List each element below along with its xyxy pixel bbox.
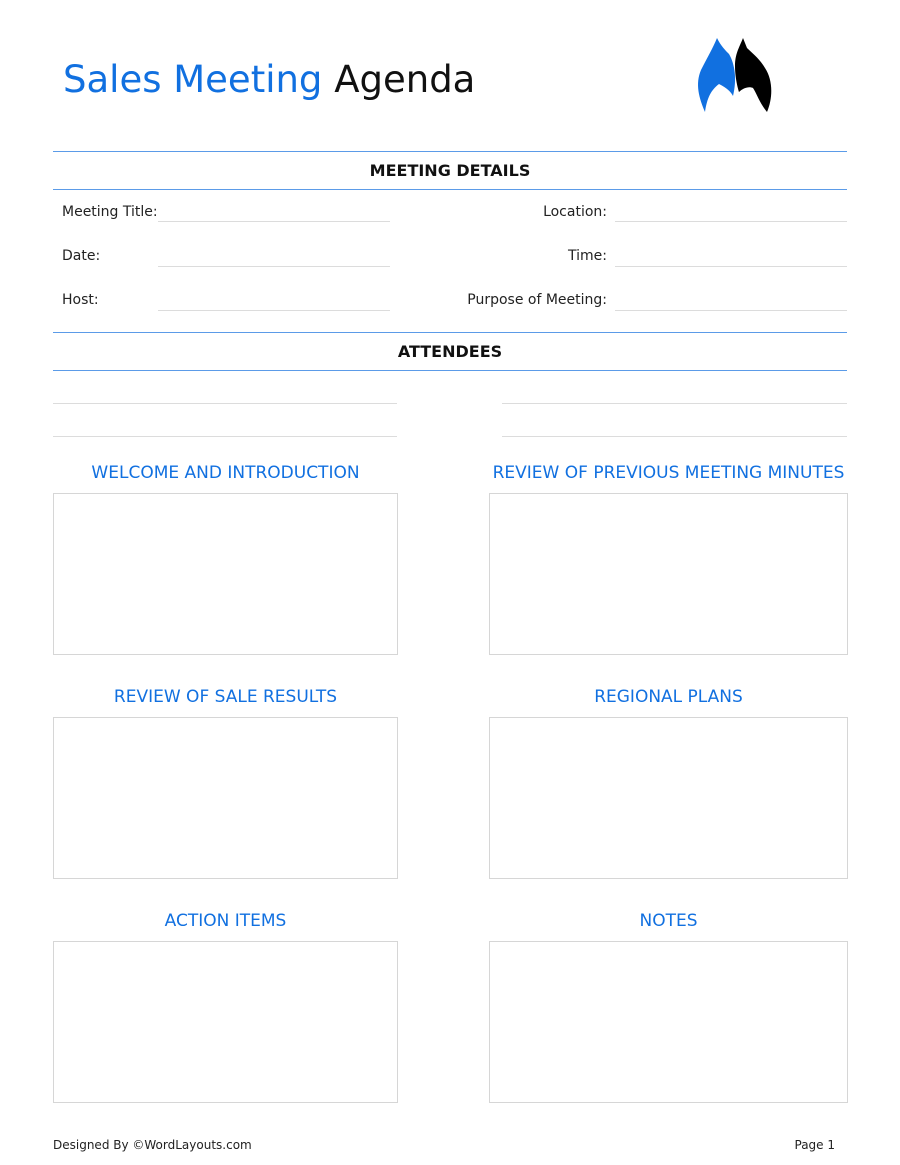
footer-credit: Designed By ©WordLayouts.com	[53, 1138, 252, 1152]
previous-minutes-heading: REVIEW OF PREVIOUS MEETING MINUTES	[492, 463, 845, 483]
title-accent: Sales Meeting	[63, 58, 323, 101]
date-field[interactable]	[158, 266, 390, 267]
attendee-field[interactable]	[53, 436, 397, 437]
action-items-box[interactable]	[53, 941, 398, 1103]
meeting-details-heading: MEETING DETAILS	[369, 161, 531, 180]
welcome-heading: WELCOME AND INTRODUCTION	[91, 463, 360, 483]
regional-plans-heading: REGIONAL PLANS	[594, 687, 743, 707]
time-field[interactable]	[615, 266, 847, 267]
attendees-heading: ATTENDEES	[397, 342, 503, 361]
page-title	[63, 58, 475, 101]
host-label: Host:	[62, 292, 99, 308]
page-number: Page 1	[794, 1138, 835, 1152]
divider	[53, 332, 847, 333]
divider	[53, 151, 847, 152]
divider	[53, 189, 847, 190]
time-label: Time:	[568, 248, 607, 264]
date-label: Date:	[62, 248, 101, 264]
welcome-box[interactable]	[53, 493, 398, 655]
meeting-title-field[interactable]	[158, 221, 390, 222]
attendee-field[interactable]	[502, 403, 847, 404]
purpose-label: Purpose of Meeting:	[467, 292, 607, 308]
bird-logo-icon	[695, 36, 775, 114]
regional-plans-box[interactable]	[489, 717, 848, 879]
notes-box[interactable]	[489, 941, 848, 1103]
previous-minutes-box[interactable]	[489, 493, 848, 655]
attendee-field[interactable]	[502, 436, 847, 437]
divider	[53, 370, 847, 371]
purpose-field[interactable]	[615, 310, 847, 311]
meeting-title-label: Meeting Title:	[62, 204, 158, 220]
notes-heading: NOTES	[639, 911, 698, 931]
host-field[interactable]	[158, 310, 390, 311]
sale-results-heading: REVIEW OF SALE RESULTS	[113, 687, 338, 707]
sale-results-box[interactable]	[53, 717, 398, 879]
title-rest: Agenda	[334, 58, 476, 101]
attendee-field[interactable]	[53, 403, 397, 404]
action-items-heading: ACTION ITEMS	[164, 911, 287, 931]
location-label: Location:	[543, 204, 607, 220]
location-field[interactable]	[615, 221, 847, 222]
